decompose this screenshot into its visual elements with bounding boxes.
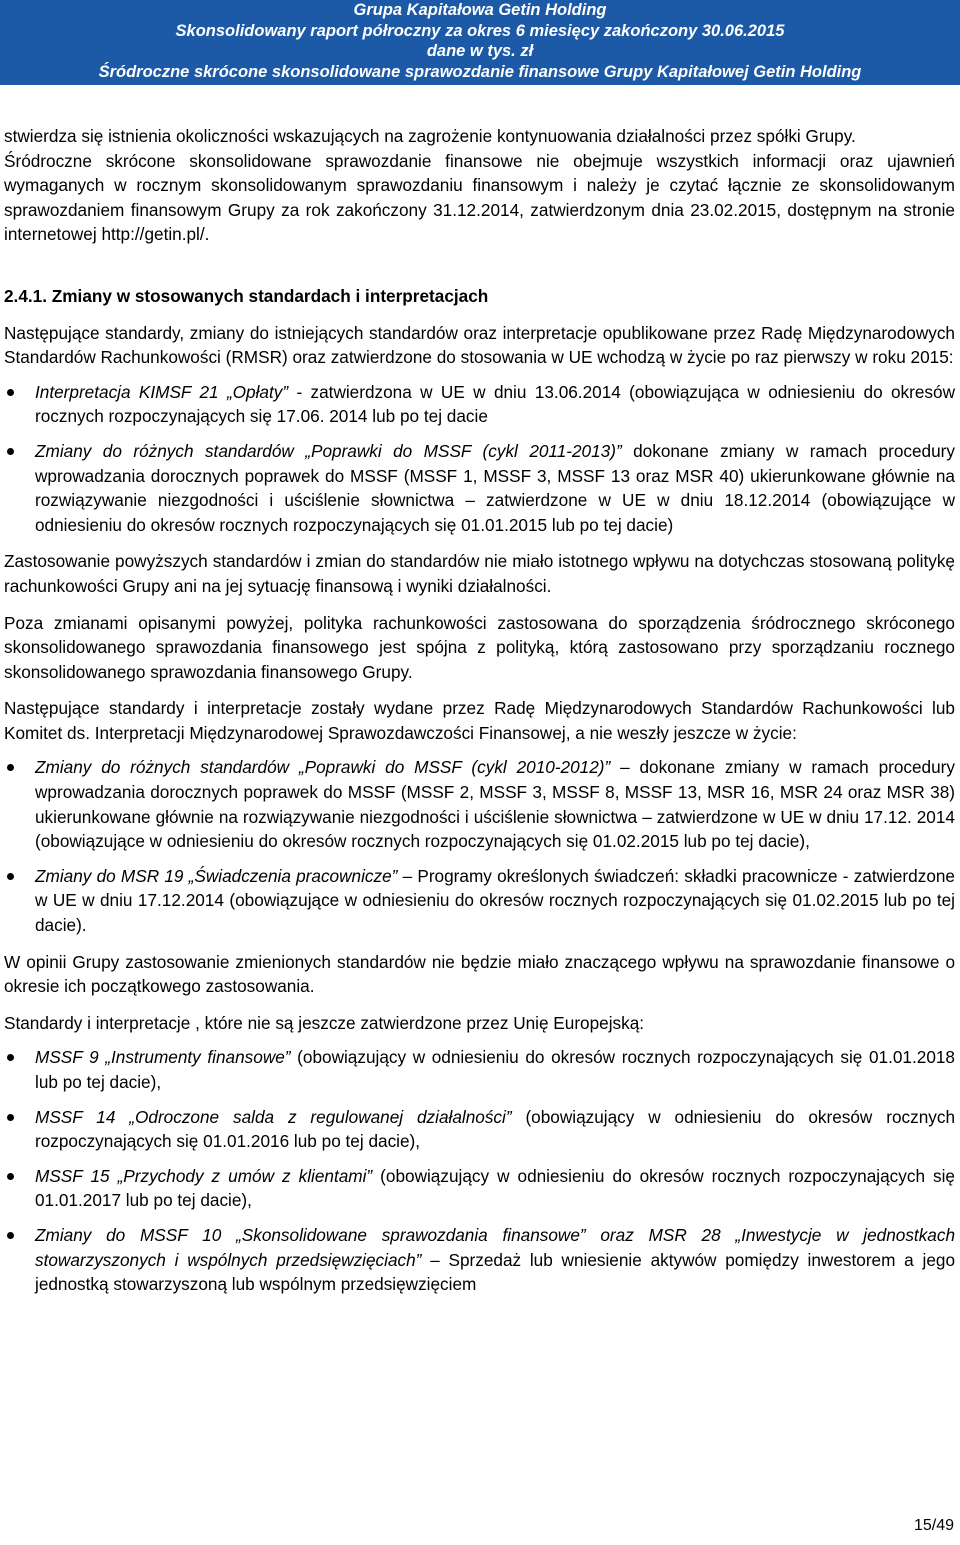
bullet-icon — [7, 1114, 14, 1121]
header-currency-note: dane w tys. zł — [426, 42, 534, 60]
section-paragraph-2: Zastosowanie powyższych standardów i zmian do standardów nie miało istotnego wpływu na dotychczas stosowaną politykę rachunkowości Grupy ani na jej sytuację finansową i wyniki działalności. — [4, 551, 955, 596]
list-item — [4, 380, 955, 429]
header-company: Grupa Kapitałowa Getin Holding — [353, 1, 607, 19]
item-title: Zmiany do różnych standardów „Poprawki do MSSF (cykl 2011-2013)” — [35, 440, 622, 461]
item-text: (obowiązujący w odniesieniu do okresów rocznych rozpoczynających się 01.01.2017 lub po tej dacie), — [35, 1165, 955, 1211]
section-paragraph-3: Poza zmianami opisanymi powyżej, polityka rachunkowości zastosowana do sporządzenia śródrocznego skróconego skonsolidowanego sprawozdania finansowego jest spójna z polityką, którą zastosowano przy sporządzaniu rocznego skonsolidowanego sprawozdania finansowego Grupy. — [4, 612, 955, 682]
list-item — [4, 1164, 955, 1213]
intro-paragraph-2: Śródroczne skrócone skonsolidowane sprawozdanie finansowe nie obejmuje wszystkich informacji oraz ujawnień wymaganych w rocznym skonsolidowanym sprawozdaniu finansowym i należy je czytać łącznie ze skonsolidowanym sprawozdaniem finansowym Grupy za rok zakończony 31.12.2014, zatwierdzonym dnia 23.02.2015, dostępnym na stronie internetowej http://getin.pl/. — [4, 150, 955, 245]
item-text: dokonane zmiany w ramach procedury wprowadzania dorocznych poprawek do MSSF (MSSF 1, MSSF 3, MSSF 13 oraz MSR 40) ukierunkowane głównie na rozwiązywanie niezgodności i uściślenie słownictwa – zatwierdzone w UE w dniu 18.12.2014 (obowiązujące w odniesieniu do okresów rocznych rozpoczynających się 01.01.2015 lub po tej dacie) — [35, 440, 955, 535]
item-text: (obowiązujący w odniesieniu do okresów rocznych rozpoczynających się 01.01.2016 lub po tej dacie), — [35, 1106, 955, 1152]
item-title: MSSF 9 „Instrumenty finansowe” — [35, 1047, 291, 1068]
bullet-icon — [7, 1173, 14, 1180]
item-title: Zmiany do MSR 19 „Świadczenia pracownicze” — [35, 865, 398, 886]
item-text: – dokonane zmiany w ramach procedury wprowadzania dorocznych poprawek do MSSF (MSSF 2, MSSF 3, MSSF 8, MSSF 13, MSR 16, MSR 24 oraz MSR 38) ukierunkowane głównie na rozwiązywanie niezgodności i uściślenie słownictwa – zatwierdzone w UE w dniu 17.12. 2014 (obowiązujące w odniesieniu do okresów rocznych rozpoczynających się 01.02.2015 lub po tej dacie), — [35, 757, 955, 852]
item-title: Zmiany do różnych standardów „Poprawki do MSSF (cykl 2010-2012)” — [35, 757, 611, 778]
standards-list-2015 — [4, 380, 955, 538]
standards-list-not-effective — [4, 755, 955, 937]
bullet-icon — [7, 873, 14, 880]
header-report-title: Skonsolidowany raport półroczny za okres 6 miesięcy zakończony 30.06.2015 — [175, 21, 785, 40]
list-item — [4, 439, 955, 537]
section-heading: 2.4.1. Zmiany w stosowanych standardach i interpretacjach — [4, 285, 489, 306]
bullet-icon — [7, 1232, 14, 1239]
bullet-icon — [7, 1054, 14, 1061]
standards-list-not-endorsed — [4, 1045, 955, 1296]
bullet-icon — [7, 448, 14, 455]
document-body — [4, 124, 955, 1309]
list-item — [4, 755, 955, 853]
item-title: Interpretacja KIMSF 21 „Opłaty” — [35, 381, 289, 402]
bullet-icon — [7, 389, 14, 396]
item-text: – Sprzedaż lub wniesienie aktywów pomiędzy inwestorem a jego jednostką stowarzyszoną lub wspólnym przedsięwzięciem — [35, 1249, 955, 1295]
section-paragraph-5: W opinii Grupy zastosowanie zmienionych standardów nie będzie miało znaczącego wpływu na sprawozdanie finansowe o okresie ich początkowego zastosowania. — [4, 951, 955, 997]
section-paragraph-4: Następujące standardy i interpretacje zostały wydane przez Radę Międzynarodowych Standardów Rachunkowości lub Komitet ds. Interpretacji Międzynarodowej Sprawozdawczości Finansowej, a nie weszły jeszcze w życie: — [4, 698, 955, 743]
page-number: 15/49 — [913, 1517, 954, 1534]
section-paragraph-1: Następujące standardy, zmiany do istniejących standardów oraz interpretacje opublikowane przez Radę Międzynarodowych Standardów Rachunkowości (RMSR) oraz zatwierdzone do stosowania w UE wchodzą w życie po raz pierwszy w roku 2015: — [4, 322, 955, 368]
list-item — [4, 1105, 955, 1154]
item-text: (obowiązujący w odniesieniu do okresów rocznych rozpoczynających się 01.01.2018 lub po tej dacie), — [35, 1047, 955, 1092]
header-statement-title: Śródroczne skrócone skonsolidowane sprawozdanie finansowe Grupy Kapitałowej Getin Holding — [98, 62, 862, 81]
item-text: - zatwierdzona w UE w dniu 13.06.2014 (obowiązująca w odniesieniu do okresów rocznych rozpoczynających się 17.06. 2014 lub po tej dacie — [35, 381, 955, 427]
page-header — [0, 0, 960, 85]
list-item — [4, 1045, 955, 1094]
item-title: MSSF 14 „Odroczone salda z regulowanej działalności” — [35, 1106, 512, 1127]
list-item — [4, 864, 955, 938]
bullet-icon — [7, 764, 14, 771]
list-item — [4, 1223, 955, 1297]
item-title: MSSF 15 „Przychody z umów z klientami” — [35, 1165, 373, 1186]
intro-paragraph-1: stwierdza się istnienia okoliczności wskazujących na zagrożenie kontynuowania działalności przez spółki Grupy. — [4, 126, 856, 146]
item-text: – Programy określonych świadczeń: składki pracownicze - zatwierdzone w UE w dniu 17.12.2014 (obowiązujące w odniesieniu do okresów rocznych rozpoczynających się 01.02.2015 lub po tej dacie). — [35, 865, 955, 936]
item-title: Zmiany do MSSF 10 „Skonsolidowane sprawozdania finansowe” oraz MSR 28 „Inwestycje w jednostkach stowarzyszonych i wspólnych przedsięwzięciach” — [35, 1224, 955, 1270]
section-paragraph-6: Standardy i interpretacje , które nie są jeszcze zatwierdzone przez Unię Europejską: — [4, 1012, 645, 1033]
